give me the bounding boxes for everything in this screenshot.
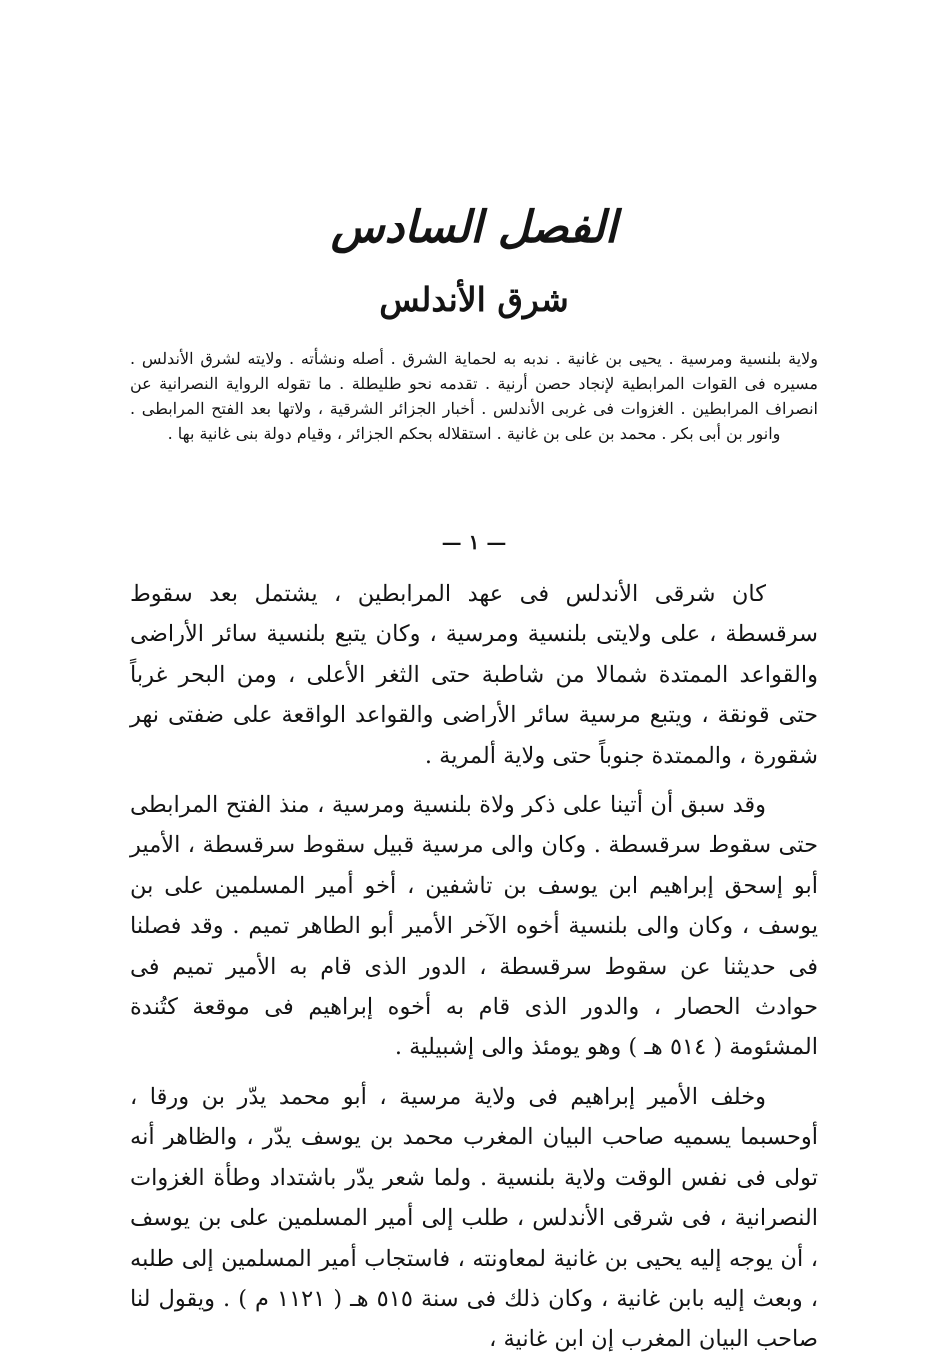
body-paragraph: وقد سبق أن أتينا على ذكر ولاة بلنسية ومرسية ، منذ الفتح المرابطى حتى سقوط سرقسطة . وكان والى مرسية قبيل سقوط سرقسطة ، الأمير أبو إسحق إبراهيم ابن يوسف بن تاشفين ، أخو أمير المسلمين على بن يوسف ، وكان والى بلنسية أخوه الآخر الأمير أبو الطاهر تميم . وقد فصلنا فى حديثنا عن سقوط سرقسطة ، الدور الذى قام به الأمير تميم فى حوادث الحصار ، والدور الذى قام به أخوه إبراهيم فى موقعة كتُندة المشئومة ( ٥١٤ هـ ) وهو يومئذ والى إشبيلية . — [130, 792, 818, 1061]
body-text — [130, 574, 818, 1360]
chapter-summary: ولاية بلنسية ومرسية . يحيى بن غانية . ندبه به لحماية الشرق . أصله ونشأته . ولايته لشرق الأندلس . مسيره فى القوات المرابطية لإنجاد حصن أرنية . تقدمه نحو طليطلة . ما تقوله الرواية النصرانية عن انصراف المرابطين . الغزوات فى غربى الأندلس . أخبار الجزائر الشرقية ، ولاتها بعد الفتح المرابطى . وانور بن أبى بكر . محمد بن على بن غانية . استقلاله بحكم الجزائر ، وقيام دولة بنى غانية بها . — [130, 349, 818, 443]
body-paragraph: كان شرقى الأندلس فى عهد المرابطين ، يشتمل بعد سقوط سرقسطة ، على ولايتى بلنسية ومرسية ، وكان يتبع بلنسية سائر الأراضى والقواعد الممتدة شمالا من شاطبة حتى الثغر الأعلى ، ومن البحر غرباً حتى قونقة ، ويتبع مرسية سائر الأراضى والقواعد الواقعة على ضفتى نهر شقورة ، والممتدة جنوباً حتى ولاية ألمرية . — [130, 581, 818, 769]
section-title: شرق الأندلس — [379, 280, 569, 319]
chapter-title: الفصل السادس — [330, 202, 618, 253]
section-number: — ١ — — [441, 530, 507, 554]
body-paragraph: وخلف الأمير إبراهيم فى ولاية مرسية ، أبو محمد يدّر بن ورقا ، أوحسبما يسميه صاحب البيان المغرب محمد بن يوسف يدّر ، والظاهر أنه تولى فى نفس الوقت ولاية بلنسية . ولما شعر يدّر باشتداد وطأة الغزوات النصرانية ، فى شرقى الأندلس ، طلب إلى أمير المسلمين على بن يوسف ، أن يوجه إليه يحيى بن غانية لمعاونته ، فاستجاب أمير المسلمين إلى طلبه ، وبعث إليه بابن غانية ، وكان ذلك فى سنة ٥١٥ هـ ( ١١٢١ م ) . ويقول لنا صاحب البيان المغرب إن ابن غانية ، — [130, 1083, 818, 1353]
